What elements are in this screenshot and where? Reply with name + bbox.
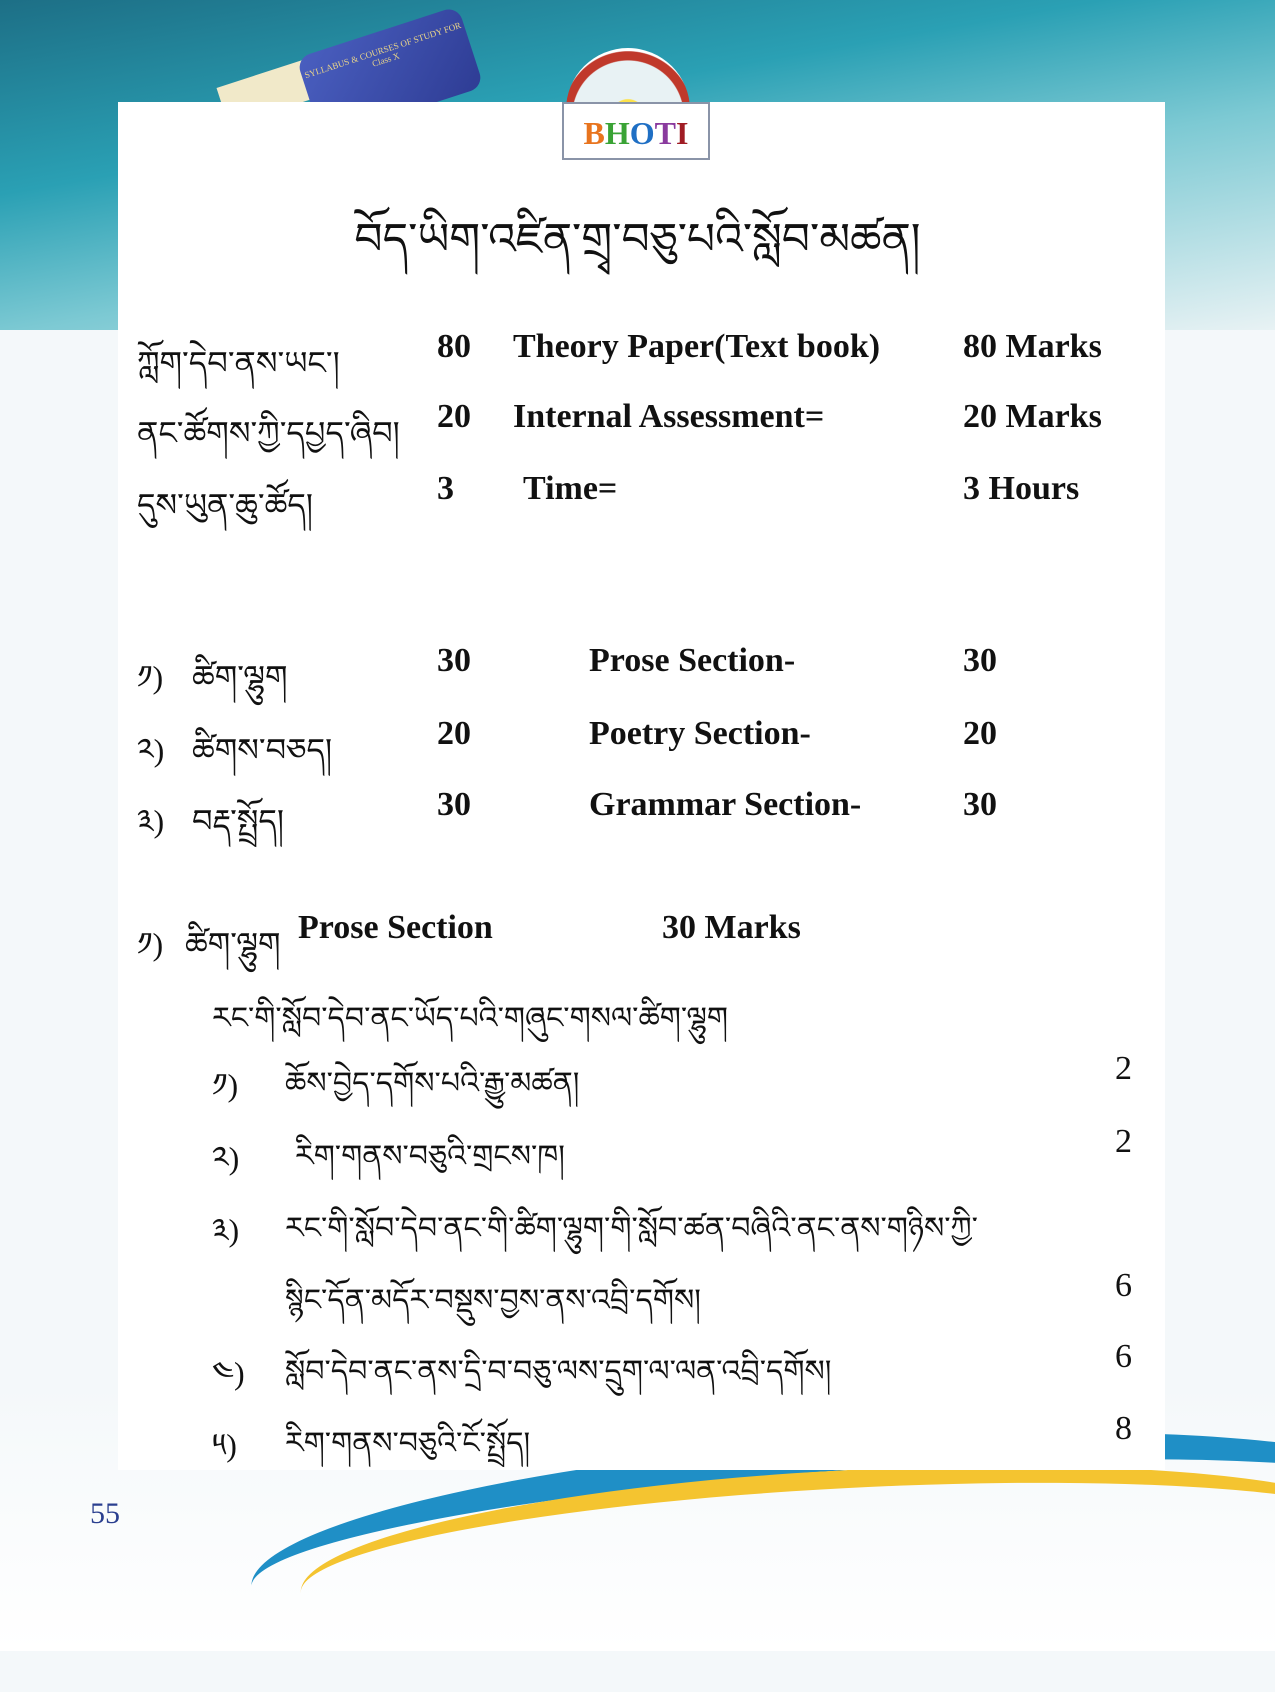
- section-index: ༢): [137, 732, 165, 768]
- section-num: 30: [437, 642, 471, 679]
- book-text: SYLLABUS & COURSES OF STUDY FOR Class X: [303, 20, 463, 81]
- section-num: 30: [437, 786, 471, 823]
- item-text-continued: སྙིང་དོན་མདོར་བསྡུས་བྱས་ནས་འབྲི་དགོས།: [285, 1284, 701, 1317]
- section-english: Prose Section-: [589, 642, 796, 679]
- summary-num: 20: [437, 398, 471, 435]
- summary-marks: 80 Marks: [963, 328, 1102, 365]
- subject-letter: B: [583, 115, 605, 151]
- subject-letter: T: [654, 115, 676, 151]
- prose-index: ༡): [137, 926, 164, 962]
- section-tibetan: ཚིགས་བཅད།: [192, 732, 333, 768]
- item-text: རིག་གནས་བཅུའི་ངོ་སྤྲོད།: [285, 1427, 531, 1460]
- section-marks: 30: [963, 642, 997, 679]
- subject-label: [562, 102, 710, 160]
- page-title: བོད་ཡིག་འཛིན་གྲྭ་བཅུ་པའི་སློབ་མཚན།: [354, 215, 921, 264]
- subject-letter: H: [604, 115, 630, 151]
- section-marks: 30: [963, 786, 997, 823]
- prose-tibetan: ཚིག་ལྷུག: [185, 926, 281, 962]
- item-marks: 6: [1115, 1267, 1132, 1304]
- item-text: ཆོས་བྱེད་དགོས་པའི་རྒྱུ་མཚན།: [285, 1067, 580, 1100]
- section-english: Grammar Section-: [589, 786, 862, 823]
- item-index: ༡): [212, 1067, 239, 1103]
- item-text: རིག་གནས་བཅུའི་གྲངས་ཁ།: [295, 1140, 565, 1173]
- section-index: ༣): [137, 803, 165, 839]
- item-index: ༣): [212, 1212, 240, 1248]
- item-marks: 8: [1115, 1410, 1132, 1447]
- subject-letter: O: [629, 115, 655, 151]
- item-marks: 2: [1115, 1123, 1132, 1160]
- item-index: ༤): [212, 1355, 245, 1391]
- prose-heading: Prose Section: [298, 909, 493, 946]
- summary-english: Theory Paper(Text book): [513, 328, 881, 365]
- subject-letter: I: [676, 115, 689, 151]
- section-english: Poetry Section-: [589, 715, 811, 752]
- summary-marks: 20 Marks: [963, 398, 1102, 435]
- summary-english: Internal Assessment=: [513, 398, 825, 435]
- summary-tibetan: ནང་ཚོགས་ཀྱི་དཔྱད་ཞིབ།: [137, 415, 400, 451]
- section-num: 20: [437, 715, 471, 752]
- section-tibetan: ཚིག་ལྷུག: [192, 659, 288, 695]
- item-text: རང་གི་སློབ་དེབ་ནང་གི་ཚིག་ལྷུག་གི་སློབ་ཚན་བཞིའི་ནང་ནས་གཉིས་ཀྱི་: [285, 1212, 978, 1245]
- summary-num: 80: [437, 328, 471, 365]
- page-number: 55: [90, 1497, 120, 1530]
- summary-marks: 3 Hours: [963, 470, 1080, 507]
- summary-english: Time=: [523, 470, 618, 507]
- item-marks: 2: [1115, 1050, 1132, 1087]
- item-index: ༢): [212, 1140, 240, 1176]
- prose-marks: 30 Marks: [662, 909, 801, 946]
- summary-tibetan: དུས་ཡུན་ཆུ་ཚོད།: [137, 487, 314, 523]
- section-marks: 20: [963, 715, 997, 752]
- item-marks: 6: [1115, 1338, 1132, 1375]
- section-index: ༡): [137, 659, 164, 695]
- item-text: སློབ་དེབ་ནང་ནས་དྲི་བ་བཅུ་ལས་དྲུག་ལ་ལན་འབྲི་དགོས།: [285, 1355, 832, 1388]
- prose-intro: རང་གི་སློབ་དེབ་ནང་ཡོད་པའི་གཞུང་གསལ་ཚིག་ལྷུག: [212, 1002, 729, 1035]
- section-tibetan: བརྡ་སྤྲོད།: [192, 803, 285, 839]
- item-index: ༥): [212, 1427, 237, 1463]
- summary-tibetan: ཀློག་དེབ་ནས་ཡང་།: [137, 345, 340, 381]
- summary-num: 3: [437, 470, 454, 507]
